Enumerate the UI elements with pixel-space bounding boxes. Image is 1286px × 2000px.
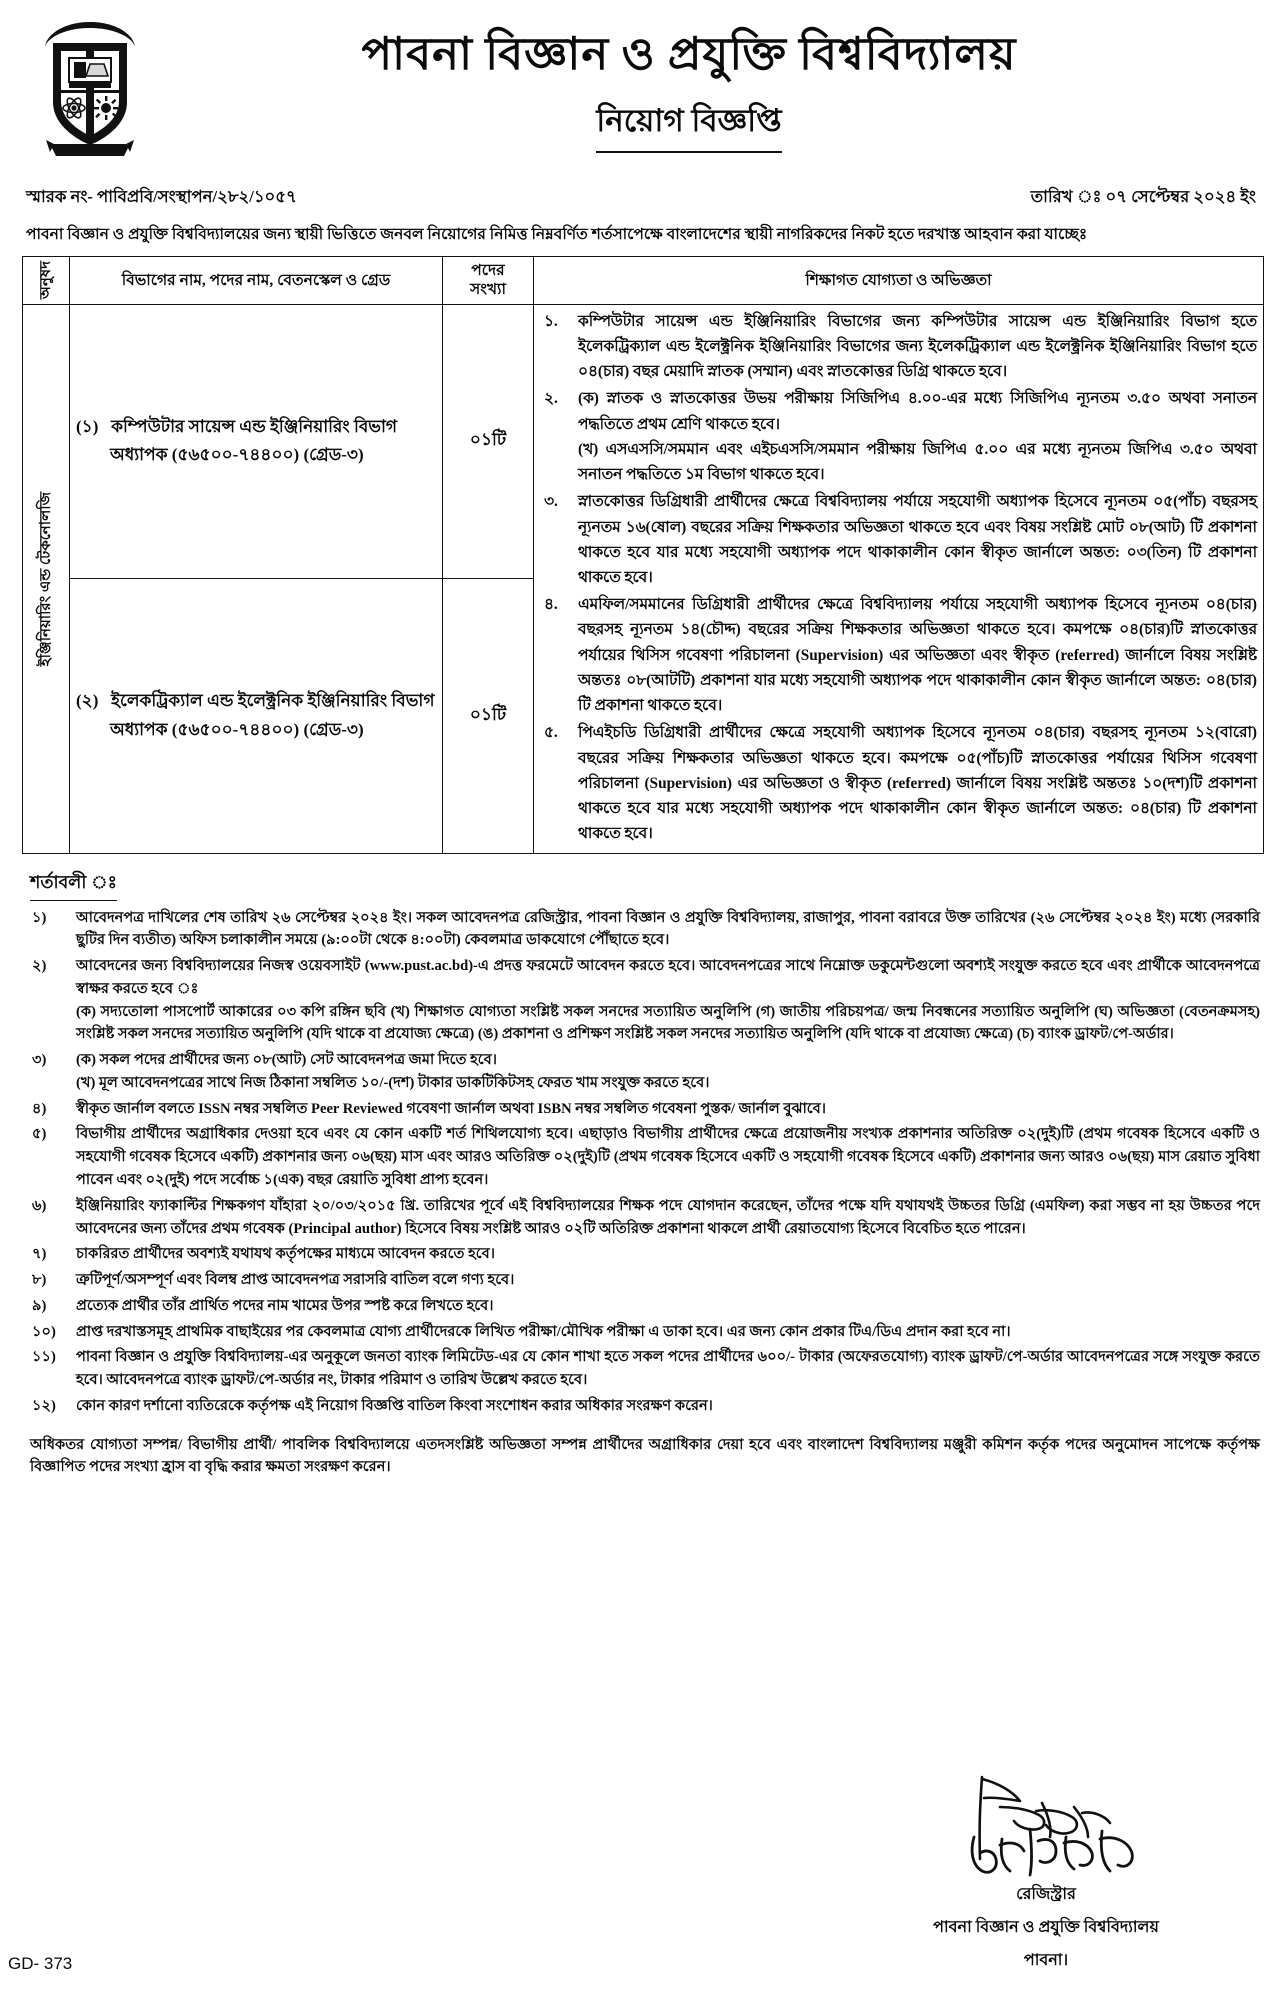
condition-marker-8: ৮) xyxy=(32,1272,47,1289)
qualification-text-4: এমফিল/সমমানের ডিগ্রিধারী প্রার্থীদের ক্ষেত্রে বিশ্ববিদ্যালয় পর্যায়ে সহযোগী অধ্যাপক হিসেবে ন্যূনতম ০৪(চার) বছরসহ ন্যূনতম ১৪(চৌদ্দ) বছরের সক্রিয় শিক্ষকতার অভিজ্ঞতা থাকতে হবে। কমপক্ষে ০৪(চার)টি স্নাতকোত্তর পর্যায়ের থিসিস গবেষণা পরিচালনা (Supervision) এর অভিজ্ঞতা এবং স্বীকৃত (referred) জার্নালে বিষয় সংশ্লিষ্ট অন্ততঃ ০৮(আটটি) প্রকাশনা যার মধ্যে সহযোগী অধ্যাপক পদে থাকাকালীন কোন স্বীকৃত জার্নালে অন্তত: ০৪(চার) টি প্রকাশনা থাকতে হবে। xyxy=(578,596,1257,715)
handwritten-signature-icon xyxy=(896,1767,1196,1887)
condition-marker-9: ৯) xyxy=(32,1297,47,1314)
condition-text-4: স্বীকৃত জার্নাল বলতে ISSN নম্বর সম্বলিত Peer Reviewed গবেষণা জার্নাল অথবা ISBN নম্বর সম্বলিত গবেষনা পুস্তক/ জার্নাল বুঝাবে। xyxy=(76,1100,827,1117)
condition-item-5 xyxy=(30,1123,1260,1191)
department-cell-1 xyxy=(70,304,443,578)
condition-marker-1: ১) xyxy=(32,909,47,926)
university-crest-icon xyxy=(36,18,144,158)
qualification-marker-2: ২. xyxy=(544,390,558,408)
column-header-qualification: শিক্ষাগত যোগ্যতা ও অভিজ্ঞতা xyxy=(534,256,1264,304)
faculty-label: ইঞ্জিনিয়ারিং এন্ড টেকনোলজি xyxy=(37,491,54,666)
qualification-item-1 xyxy=(540,309,1257,385)
notice-title: নিয়োগ বিজ্ঞপ্তি xyxy=(596,97,781,153)
qualification-text-5: পিএইচডি ডিগ্রিধারী প্রার্থীদের ক্ষেত্রে সহযোগী অধ্যাপক হিসেবে ন্যূনতম ০৪(চার) বছরসহ ন্যূনতম ১২(বারো) বছরের সক্রিয় শিক্ষকতার অভিজ্ঞতা থাকতে হবে। কমপক্ষে ০৫(পাঁচ)টি স্নাতকোত্তর পর্যায়ের থিসিস গবেষণা পরিচালনা (Supervision) এর অভিজ্ঞতা ও স্বীকৃত (referred) জার্নালে বিষয় সংশ্লিষ্ট অন্ততঃ ১০(দশ)টি প্রকাশনা থাকতে হবে যার মধ্যে সহযোগী অধ্যাপক পদে থাকাকালীন কোন স্বীকৃত জার্নালে অন্তত: ০৪(চার) টি প্রকাশনা থাকতে হবে। xyxy=(578,724,1257,843)
memo-line xyxy=(22,184,1264,211)
qualification-cell xyxy=(534,304,1264,853)
condition-text-5: বিভাগীয় প্রার্থীদের অগ্রাধিকার দেওয়া হবে এবং যে কোন একটি শর্ত শিথিলযোগ্য হবে। এছাড়াও বিভাগীয় প্রার্থীদের ক্ষেত্রে প্রয়োজনীয় সংখ্যক প্রকাশনার অতিরিক্ত ০২(দুই)টি (প্রথম গবেষক হিসেবে একটি ও সহযোগী গবেষক হিসেবে একটি) প্রকাশনার জন্য ০৬(ছয়) মাস এবং আরও অতিরিক্ত ০২(দুই)টি (প্রথম গবেষক হিসেবে একটি ও সহযোগী গবেষক হিসেবে একটি) প্রকাশনার জন্য আরও ০৬(ছয়) মাস রেয়াত সুবিধা পাবেন এবং ০২(দুই) পদে সর্বোচ্চ ১(এক) বছর রেয়াতি সুবিধা প্রাপ্য হবেন। xyxy=(76,1126,1260,1189)
condition-text-8: ত্রুটিপূর্ণ/অসম্পূর্ণ এবং বিলম্ব প্রাপ্ত আবেদনপত্র সরাসরি বাতিল বলে গণ্য হবে। xyxy=(76,1272,515,1289)
condition-marker-6: ৬) xyxy=(32,1197,47,1214)
condition-marker-2: ২) xyxy=(32,958,47,975)
condition-text-10: প্রাপ্ত দরখাস্তসমূহ প্রাথমিক বাছাইয়ের পর কেবলমাত্র যোগ্য প্রার্থীদেরকে লিখিত পরীক্ষা/মৌখিক পরীক্ষা এ ডাকা হবে। এর জন্য কোন প্রকার টিএ/ডিএ প্রদান করা হবে না। xyxy=(76,1323,1011,1340)
condition-item-6 xyxy=(30,1195,1260,1241)
qualification-list xyxy=(540,309,1257,847)
signature-city: পাবনা। xyxy=(1023,1952,1069,1969)
conditions-heading: শর্তাবলী ঃ xyxy=(30,870,117,901)
post-scale-1: অধ্যাপক (৫৬৫০০-৭৪৪০০) (গ্রেড-৩) xyxy=(110,445,364,465)
faculty-cell xyxy=(23,304,70,853)
qualification-item-4 xyxy=(540,592,1257,718)
condition-text-2: আবেদনের জন্য বিশ্ববিদ্যালয়ের নিজস্ব ওয়েবসাইট (www.pust.ac.bd)-এ প্রদত্ত ফরমেটে আবেদন করতে হবে। আবেদনপত্রের সাথে নিম্নোক্ত ডকুমেন্টগুলো অবশ্যই সংযুক্ত করতে হবে এবং প্রার্থীকে আবেদনপত্রে স্বাক্ষর করতে হবে ঃ xyxy=(76,958,1260,997)
condition-sub-3: (খ) মূল আবেদনপত্রের সাথে নিজ ঠিকানা সম্বলিত ১০/-(দশ) টাকার ডাকটিকিটসহ ফেরত খাম সংযুক্ত করতে হবে। xyxy=(76,1074,710,1091)
condition-marker-10: ১০) xyxy=(32,1323,56,1340)
condition-item-7 xyxy=(30,1243,1260,1266)
condition-item-10 xyxy=(30,1321,1260,1344)
qualification-marker-1: ১. xyxy=(544,312,558,330)
condition-item-1 xyxy=(30,907,1260,953)
qualification-text-3: স্নাতকোত্তর ডিগ্রিধারী প্রার্থীদের ক্ষেত্রে বিশ্ববিদ্যালয় পর্যায়ে সহযোগী অধ্যাপক হিসেবে ন্যূনতম ০৫(পাঁচ) বছরসহ ন্যূনতম ১৬(ষোল) বছরের সক্রিয় শিক্ষকতার অভিজ্ঞতা থাকতে হবে এবং বিষয় সংশ্লিষ্ট মোট ০৮(আট) টি প্রকাশনা থাকতে হবে যার মধ্যে সহযোগী অধ্যাপক পদে থাকাকালীন কোন স্বীকৃত জার্নালে অন্তত: ০৩(তিন) টি প্রকাশনা থাকতে হবে। xyxy=(578,493,1257,587)
condition-marker-11: ১১) xyxy=(32,1349,56,1366)
table-header-row xyxy=(23,256,1264,304)
condition-marker-4: ৪) xyxy=(32,1100,47,1117)
row-serial-1: (১) xyxy=(76,416,99,436)
university-name: পাবনা বিজ্ঞান ও প্রযুক্তি বিশ্ববিদ্যালয় xyxy=(361,29,1017,79)
signature-block xyxy=(866,1767,1226,1974)
post-count-cell-1: ০১টি xyxy=(443,304,534,578)
memo-date: তারিখ ঃ ০৭ সেপ্টেম্বর ২০২৪ ইং xyxy=(1030,187,1256,206)
condition-marker-3: ৩) xyxy=(32,1052,47,1069)
post-scale-2: অধ্যাপক (৫৬৫০০-৭৪৪০০) (গ্রেড-৩) xyxy=(110,719,364,739)
condition-item-11 xyxy=(30,1346,1260,1392)
condition-item-3 xyxy=(30,1049,1260,1095)
qualification-marker-5: ৫. xyxy=(544,724,558,742)
department-cell-2 xyxy=(70,579,443,853)
condition-marker-12: ১২) xyxy=(32,1397,56,1414)
signature-role: রেজিস্ট্রার xyxy=(1016,1886,1076,1903)
qualification-text-2a: (ক) স্নাতক ও স্নাতকোত্তর উভয় পরীক্ষায় সিজিপিএ ৪.০০-এর মধ্যে সিজিপিএ ন্যূনতম ৩.৫০ অথবা সনাতন পদ্ধতিতে প্রথম শ্রেণি থাকতে হবে। xyxy=(578,390,1257,433)
closing-paragraph: অধিকতর যোগ্যতা সম্পন্ন/ বিভাগীয় প্রার্থী/ পাবলিক বিশ্ববিদ্যালয়ে এতদসংশ্লিষ্ট অভিজ্ঞতা সম্পন্ন প্রার্থীদের অগ্রাধিকার দেয়া হবে এবং বাংলাদেশ বিশ্ববিদ্যালয় মঞ্জুরী কমিশন কর্তৃক পদের অনুমোদন সাপেক্ষে কর্তৃপক্ষ বিজ্ঞাপিত পদের সংখ্যা হ্রাস বা বৃদ্ধি করার ক্ষমতা সংরক্ষণ করেন। xyxy=(30,1436,1260,1476)
condition-marker-5: ৫) xyxy=(32,1126,47,1143)
condition-item-8 xyxy=(30,1269,1260,1292)
condition-text-6: ইঞ্জিনিয়ারিং ফ্যাকাল্টির শিক্ষকগণ যাঁহারা ২০/০৩/২০১৫ খ্রি. তারিখের পূর্বে এই বিশ্ববিদ্যালয়ের শিক্ষক পদে যোগদান করেছেন, তাঁদের পক্ষে যদি যথাযথই উচ্চতর ডিগ্রি (এমফিল) করা সম্ভব না হয় উচ্চতর পদে আবেদনের জন্য তাঁদের প্রথম গবেষক (Principal author) হিসেবে বিষয় সংশ্লিষ্ট আরও ০২টি অতিরিক্ত প্রকাশনা থাকলে প্রার্থী রেয়াতযোগ্য হিসেবে বিবেচিত হতে পারেন। xyxy=(76,1197,1260,1237)
title-block xyxy=(144,14,1264,153)
qualification-item-3 xyxy=(540,489,1257,590)
condition-item-12 xyxy=(30,1395,1260,1418)
condition-text-9: প্রত্যেক প্রার্থীর তাঁর প্রার্থিত পদের নাম খামের উপর স্পষ্ট করে লিখতে হবে। xyxy=(76,1297,494,1314)
qualification-text-2b: (খ) এসএসসি/সমমান এবং এইচএসসি/সমমান পরীক্ষায় জিপিএ ৫.০০ এর মধ্যে ন্যূনতম জিপিএ ৩.৫০ অথবা সনাতন পদ্ধতিতে ১ম বিভাগ থাকতে হবে। xyxy=(578,440,1257,484)
condition-text-7: চাকরিরত প্রার্থীদের অবশ্যই যথাযথ কর্তৃপক্ষের মাধ্যমে আবেদন করতে হবে। xyxy=(76,1246,495,1263)
gd-code: GD- 373 xyxy=(8,1954,73,1973)
conditions-list xyxy=(22,907,1264,1418)
column-header-post-count: পদের সংখ্যা xyxy=(443,256,534,304)
document-header xyxy=(22,14,1264,174)
qualification-item-5 xyxy=(540,720,1257,846)
qualification-text-1: কম্পিউটার সায়েন্স এন্ড ইঞ্জিনিয়ারিং বিভাগের জন্য কম্পিউটার সায়েন্স এন্ড ইঞ্জিনিয়ারিং বিভাগ হতে ইলেকট্রিক্যাল এন্ড ইলেক্ট্রনিক ইঞ্জিনিয়ারিং বিভাগের জন্য ইলেকট্রিক্যাল এন্ড ইলেক্ট্রনিক ইঞ্জিনিয়ারিং বিভাগ হতে ০৪(চার) বছর মেয়াদি স্নাতক (সম্মান) এবং স্নাতকোত্তর ডিগ্রি থাকতে হবে। xyxy=(578,312,1257,381)
condition-item-4 xyxy=(30,1098,1260,1121)
column-header-faculty: অনুষদ xyxy=(23,256,70,304)
memo-number: স্মারক নং- পাবিপ্রবি/সংস্থাপন/২৮২/১০৫৭ xyxy=(26,187,297,206)
condition-text-12: কোন কারণ দর্শানো ব্যতিরেকে কর্তৃপক্ষ এই নিয়োগ বিজ্ঞপ্তি বাতিল কিংবা সংশোধন করার অধিকার সংরক্ষণ করেন। xyxy=(76,1397,713,1414)
qualification-marker-4: ৪. xyxy=(544,596,558,614)
qualification-item-2 xyxy=(540,386,1257,487)
condition-sub-2: (ক) সদ্যতোলা পাসপোর্ট আকারের ০৩ কপি রঙ্গিন ছবি (খ) শিক্ষাগত যোগ্যতা সংশ্লিষ্ট সকল সনদের সত্যায়িত অনুলিপি (গ) জাতীয় পরিচয়পত্র/ জন্ম নিবন্ধনের সত্যায়িত অনুলিপি (ঘ) অভিজ্ঞতা (বেতনক্রমসহ) সংশ্লিষ্ট সকল সনদের সত্যায়িত অনুলিপি (যদি থাকে বা প্রযোজ্য ক্ষেত্রে) (ঙ) প্রকাশনা ও প্রশিক্ষণ সংশ্লিষ্ট সকল সনদের সত্যায়িত অনুলিপি (যদি থাকে বা প্রযোজ্য ক্ষেত্রে) (চ) ব্যাংক ড্রাফট/পে-অর্ডার। xyxy=(76,1003,1260,1043)
post-count-cell-2: ০১টি xyxy=(443,579,534,853)
intro-paragraph: পাবনা বিজ্ঞান ও প্রযুক্তি বিশ্ববিদ্যালয়ের জন্য স্থায়ী ভিত্তিতে জনবল নিয়োগের নিমিত্ত নিম্নবর্ণিত শর্তসাপেক্ষে বাংলাদেশের স্থায়ী নাগরিকদের নিকট হতে দরখাস্ত আহবান করা যাচ্ছেঃ xyxy=(26,226,1088,243)
condition-item-2 xyxy=(30,955,1260,1046)
page-content xyxy=(22,14,1264,1986)
condition-item-9 xyxy=(30,1295,1260,1318)
condition-marker-7: ৭) xyxy=(32,1246,47,1263)
department-name-2: ইলেকট্রিক্যাল এন্ড ইলেক্ট্রনিক ইঞ্জিনিয়ারিং বিভাগ xyxy=(111,690,435,710)
vacancy-table xyxy=(22,256,1264,854)
column-header-department: বিভাগের নাম, পদের নাম, বেতনস্কেল ও গ্রেড xyxy=(70,256,443,304)
condition-text-1: আবেদনপত্র দাখিলের শেষ তারিখ ২৬ সেপ্টেম্বর ২০২৪ ইং। সকল আবেদনপত্র রেজিস্ট্রার, পাবনা বিজ্ঞান ও প্রযুক্তি বিশ্ববিদ্যালয়, রাজাপুর, পাবনা বরাবরে উক্ত তারিখের (২৬ সেপ্টেম্বর ২০২৪ ইং) মধ্যে (সরকারি ছুটির দিন ব্যতীত) অফিস চলাকালীন সময়ে (৯:০০টা থেকে ৪:০০টা) কেবলমাত্র ডাকযোগে পৌঁছাতে হবে। xyxy=(76,909,1260,949)
signature-organization: পাবনা বিজ্ঞান ও প্রযুক্তি বিশ্ববিদ্যালয় xyxy=(933,1919,1159,1936)
table-row xyxy=(23,304,1264,578)
condition-text-11: পাবনা বিজ্ঞান ও প্রযুক্তি বিশ্ববিদ্যালয়-এর অনুকূলে জনতা ব্যাংক লিমিটেড-এর যে কোন শাখা হতে সকল পদের প্রার্থীদের ৬০০/- টাকার (অফেরতযোগ্য) ব্যাংক ড্রাফট/পে-অর্ডার আবেদনপত্রের সঙ্গে সংযুক্ত করতে হবে। আবেদনপত্রে ব্যাংক ড্রাফট/পে-অর্ডার নং, টাকার পরিমাণ ও তারিখ উল্লেখ করতে হবে। xyxy=(76,1349,1260,1389)
department-name-1: কম্পিউটার সায়েন্স এন্ড ইঞ্জিনিয়ারিং বিভাগ xyxy=(111,416,398,436)
row-serial-2: (২) xyxy=(76,690,99,710)
qualification-marker-3: ৩. xyxy=(544,493,558,511)
condition-text-3: (ক) সকল পদের প্রার্থীদের জন্য ০৮(আট) সেট আবেদনপত্র জমা দিতে হবে। xyxy=(76,1052,498,1069)
